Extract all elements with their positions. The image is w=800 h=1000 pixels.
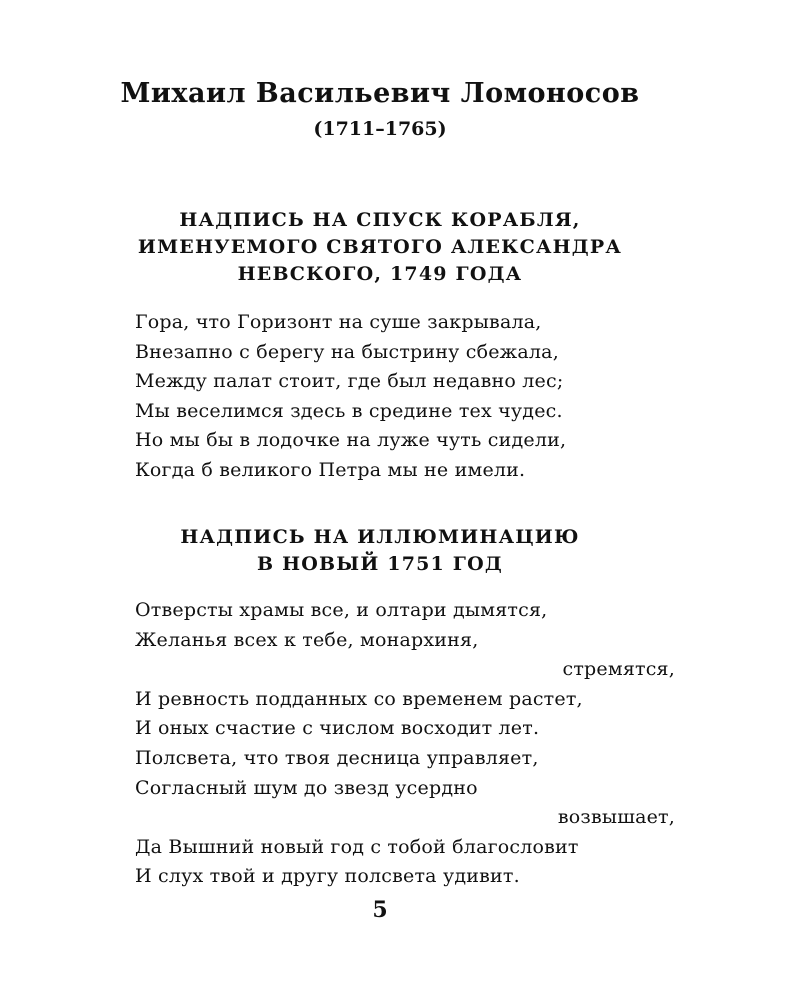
- author-name: Михаил Васильевич Ломоносов: [120, 78, 640, 109]
- poem-title: [0, 524, 760, 578]
- verse-line: Мы веселимся здесь в средине тех чудес.: [135, 399, 563, 422]
- verse-line: Когда б великого Петра мы не имели.: [135, 458, 526, 481]
- verse-line: Отверсты храмы все, и олтари дымятся,: [135, 599, 548, 621]
- verse-line: Гора, что Горизонт на суше закрывала,: [135, 311, 542, 333]
- verse-line: Да Вышний новый год с тобой благословит: [135, 835, 579, 858]
- verse-line: Согласный шум до звезд усердно: [135, 776, 478, 799]
- verse-line: Между палат стоит, где был недавно лес;: [135, 370, 564, 393]
- poem-title: [0, 207, 760, 288]
- verse-line: Но мы бы в лодочке на луже чуть сидели,: [135, 429, 567, 452]
- poem-title-line: В НОВЫЙ 1751 ГОД: [257, 553, 503, 575]
- verse-line: Желанья всех к тебе, монархиня,: [135, 628, 479, 651]
- verse-line: возвышает,: [557, 806, 675, 829]
- verse-line: стремятся,: [562, 658, 675, 681]
- verse-line: И ревность подданных со временем растет,: [135, 687, 583, 710]
- poem-verse: [135, 596, 675, 892]
- page-number: 5: [372, 897, 388, 923]
- verse-line: Полсвета, что твоя десница управляет,: [135, 746, 539, 769]
- verse-line: И оных счастие с числом восходит лет.: [135, 717, 540, 740]
- poem-title-line: НЕВСКОГО, 1749 ГОДА: [237, 263, 523, 285]
- poem-verse: [135, 308, 675, 486]
- poem-title-line: НАДПИСЬ НА СПУСК КОРАБЛЯ,: [179, 209, 581, 231]
- verse-line: Внезапно с берегу на быстрину сбежала,: [135, 340, 559, 363]
- verse-line: И слух твой и другу полсвета удивит.: [135, 865, 520, 888]
- poem-title-line: ИМЕНУЕМОГО СВЯТОГО АЛЕКСАНДРА: [137, 236, 623, 258]
- poem-title-line: НАДПИСЬ НА ИЛЛЮМИНАЦИЮ: [180, 526, 580, 548]
- author-years: (1711–1765): [313, 118, 447, 140]
